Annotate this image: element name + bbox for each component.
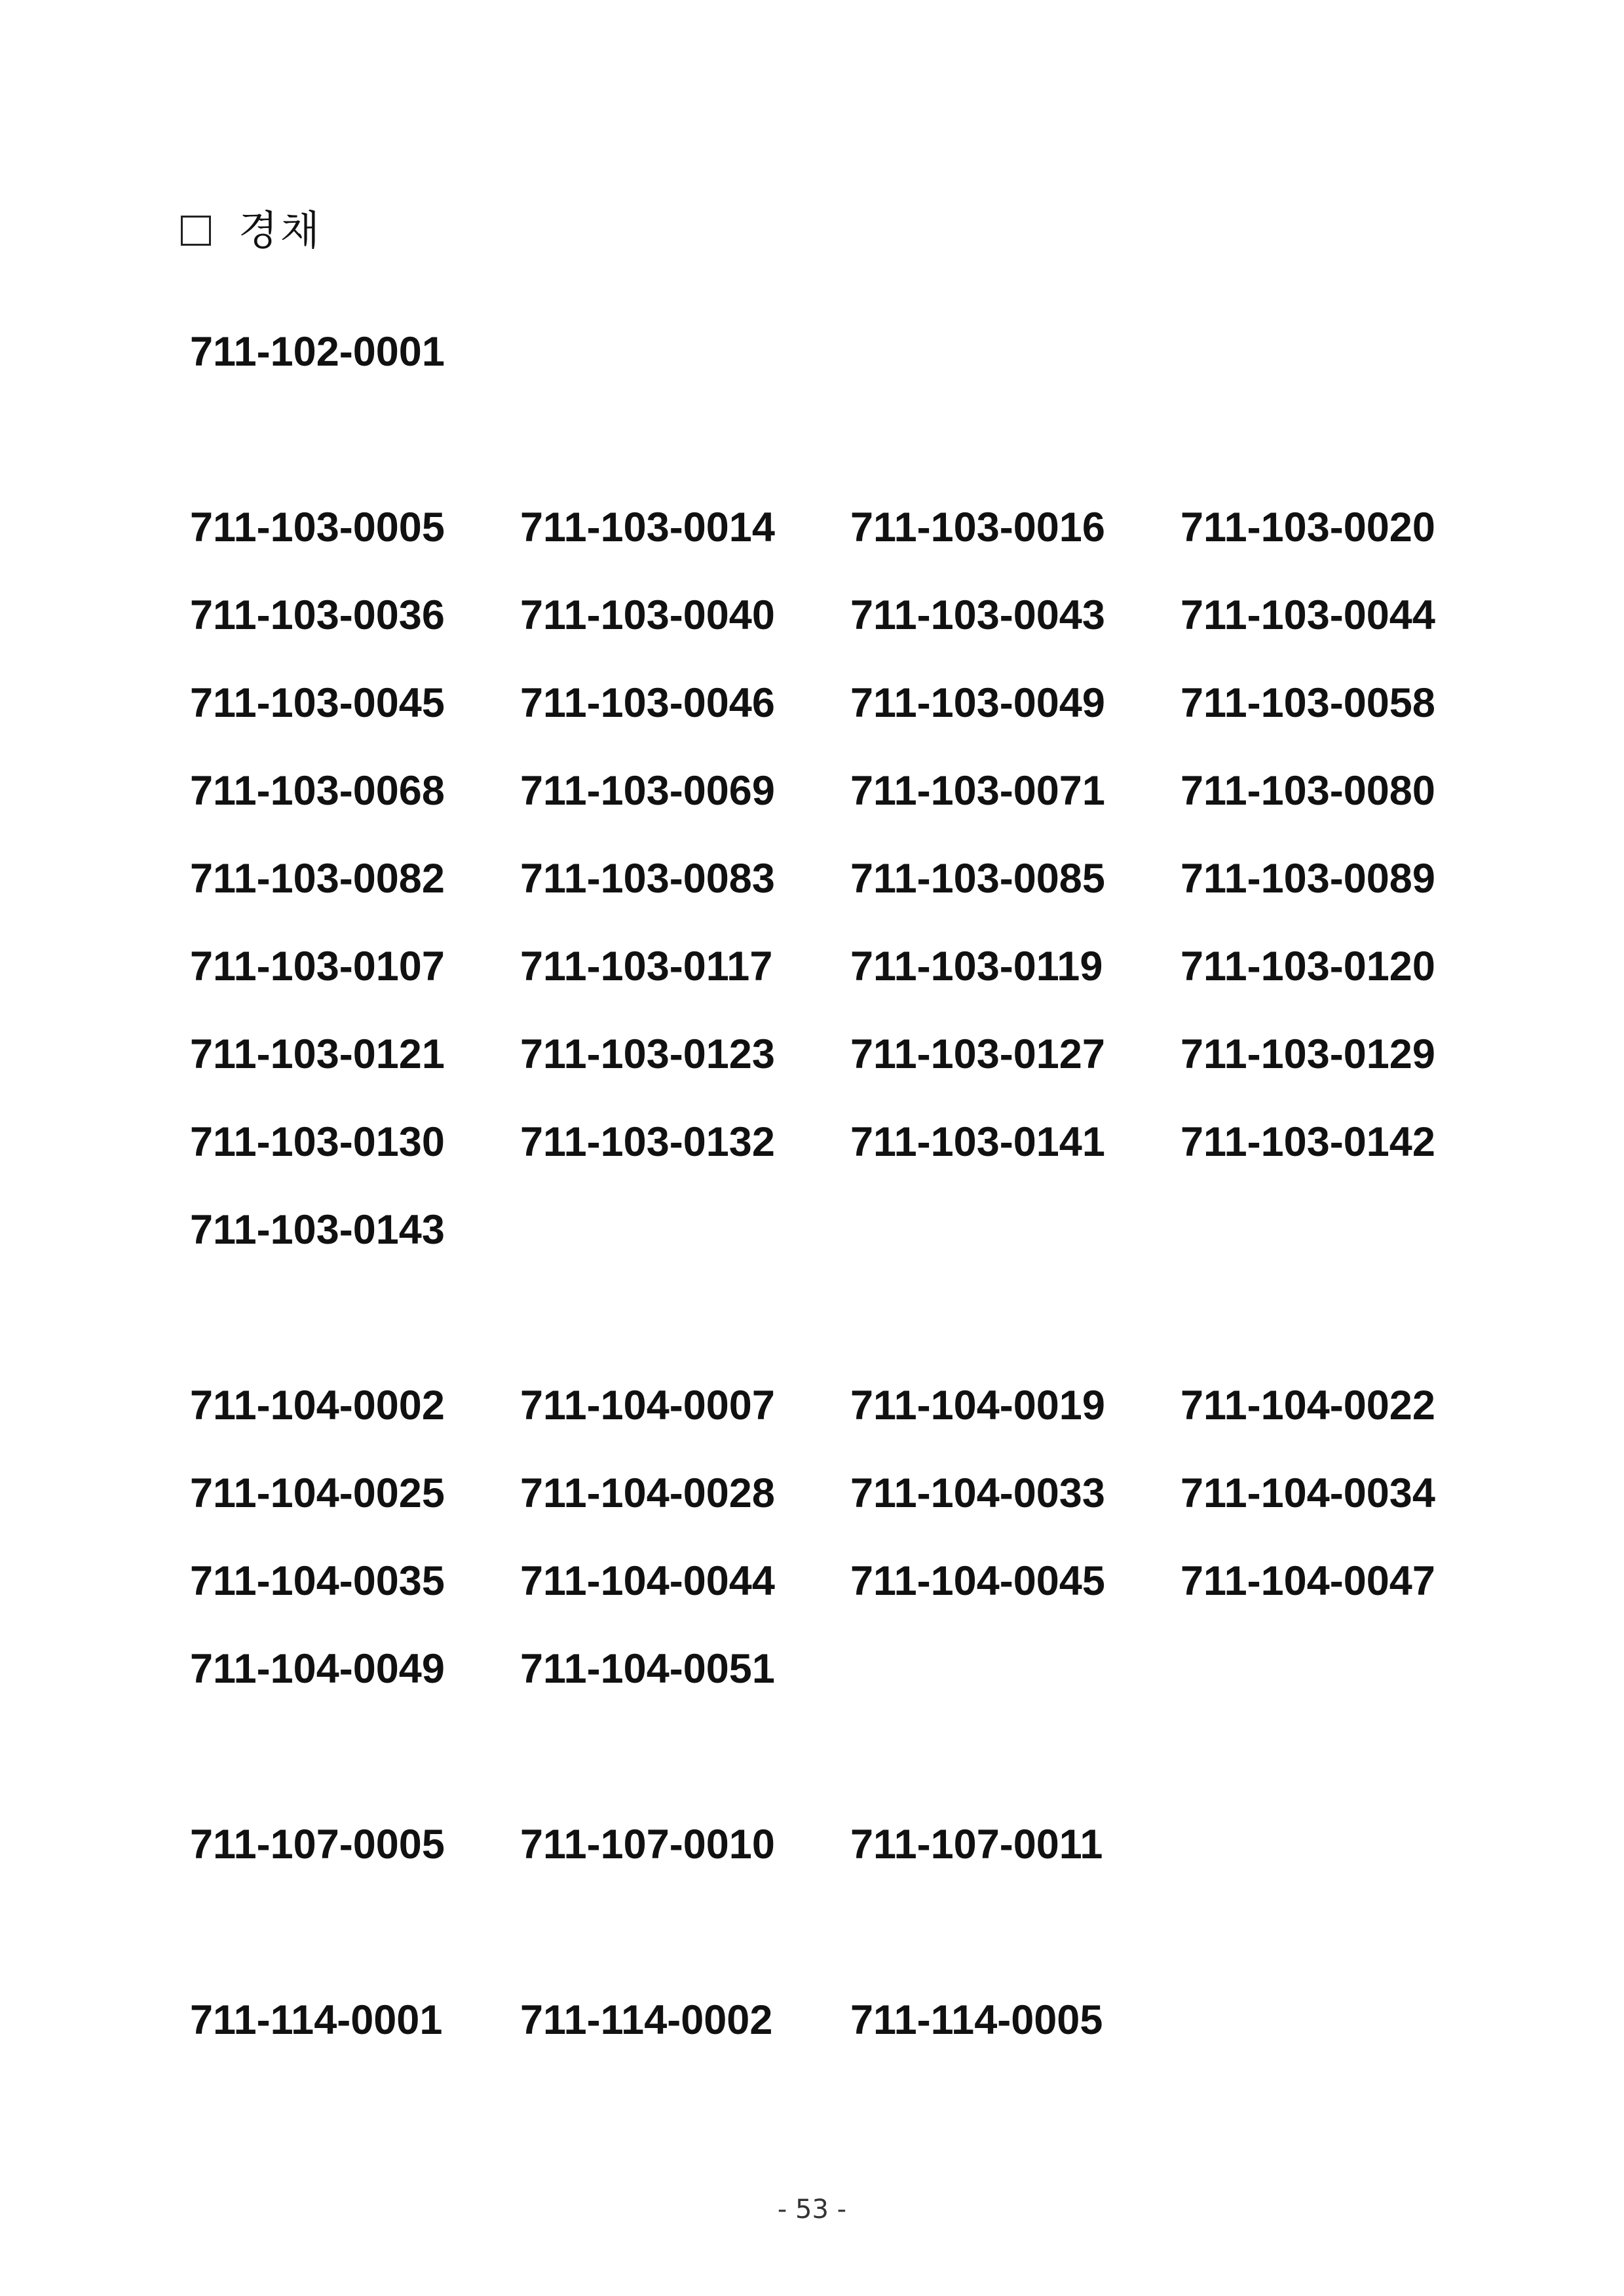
code-item: 711-103-0143	[190, 1206, 445, 1253]
code-item: 711-103-0045	[190, 679, 445, 726]
code-item: 711-114-0005	[850, 1997, 1103, 2043]
code-row	[190, 571, 1513, 659]
code-item: 711-104-0019	[850, 1382, 1105, 1428]
code-item: 711-103-0036	[190, 592, 445, 638]
code-item: 711-103-0014	[520, 504, 775, 550]
code-row	[190, 1976, 1513, 2064]
code-item: 711-103-0130	[190, 1119, 445, 1165]
code-item: 711-104-0035	[190, 1558, 445, 1604]
code-item: 711-103-0049	[850, 679, 1105, 726]
page-number: - 53 -	[777, 2194, 847, 2225]
code-item: 711-103-0020	[1180, 504, 1435, 550]
code-item: 711-103-0117	[520, 943, 773, 989]
code-item: 711-103-0068	[190, 767, 445, 814]
code-item: 711-103-0069	[520, 767, 775, 814]
code-item: 711-107-0005	[190, 1821, 445, 1867]
code-item: 711-104-0051	[520, 1645, 775, 1692]
code-item: 711-107-0011	[850, 1821, 1103, 1867]
code-group	[190, 1801, 1513, 1888]
code-item: 711-103-0132	[520, 1119, 775, 1165]
code-item: 711-102-0001	[190, 328, 445, 375]
code-item: 711-103-0129	[1180, 1031, 1435, 1077]
code-row	[190, 1098, 1513, 1186]
code-item: 711-103-0089	[1180, 855, 1435, 902]
code-row	[190, 835, 1513, 923]
code-item: 711-103-0121	[190, 1031, 445, 1077]
code-item: 711-104-0033	[850, 1470, 1105, 1516]
section-heading	[181, 204, 322, 257]
code-row	[190, 747, 1513, 835]
code-row	[190, 1010, 1513, 1098]
code-group	[190, 308, 1513, 396]
code-item: 711-103-0120	[1180, 943, 1435, 989]
code-row	[190, 308, 1513, 396]
code-row	[190, 923, 1513, 1010]
code-item: 711-103-0040	[520, 592, 775, 638]
code-item: 711-104-0028	[520, 1470, 775, 1516]
code-item: 711-104-0034	[1180, 1470, 1435, 1516]
code-item: 711-103-0085	[850, 855, 1105, 902]
section-title: 경채	[238, 206, 322, 254]
code-item: 711-103-0083	[520, 855, 775, 902]
code-list	[190, 308, 1513, 2152]
code-row	[190, 1537, 1513, 1625]
code-item: 711-103-0123	[520, 1031, 775, 1077]
code-item: 711-103-0043	[850, 592, 1105, 638]
code-item: 711-104-0007	[520, 1382, 775, 1428]
code-row	[190, 1362, 1513, 1449]
code-item: 711-103-0016	[850, 504, 1105, 550]
code-row	[190, 1801, 1513, 1888]
code-group	[190, 484, 1513, 1274]
code-item: 711-104-0047	[1180, 1558, 1435, 1604]
code-item: 711-104-0045	[850, 1558, 1105, 1604]
code-item: 711-104-0002	[190, 1382, 445, 1428]
code-item: 711-104-0049	[190, 1645, 445, 1692]
code-row	[190, 1449, 1513, 1537]
code-item: 711-107-0010	[520, 1821, 775, 1867]
code-item: 711-103-0044	[1180, 592, 1435, 638]
code-item: 711-104-0044	[520, 1558, 775, 1604]
code-row	[190, 659, 1513, 747]
code-item: 711-103-0119	[850, 943, 1103, 989]
checkbox-icon	[181, 216, 211, 246]
code-item: 711-103-0142	[1180, 1119, 1435, 1165]
code-item: 711-103-0127	[850, 1031, 1105, 1077]
code-item: 711-103-0082	[190, 855, 445, 902]
code-group	[190, 1362, 1513, 1713]
code-item: 711-103-0058	[1180, 679, 1435, 726]
code-row	[190, 1625, 1513, 1713]
code-item: 711-103-0005	[190, 504, 445, 550]
code-row	[190, 484, 1513, 571]
code-group	[190, 1976, 1513, 2064]
code-item: 711-103-0071	[850, 767, 1105, 814]
code-item: 711-114-0001	[190, 1997, 443, 2043]
code-item: 711-104-0025	[190, 1470, 445, 1516]
code-item: 711-114-0002	[520, 1997, 773, 2043]
code-item: 711-103-0107	[190, 943, 445, 989]
code-item: 711-103-0141	[850, 1119, 1105, 1165]
code-item: 711-103-0046	[520, 679, 775, 726]
code-row	[190, 1186, 1513, 1274]
code-item: 711-104-0022	[1180, 1382, 1435, 1428]
code-item: 711-103-0080	[1180, 767, 1435, 814]
